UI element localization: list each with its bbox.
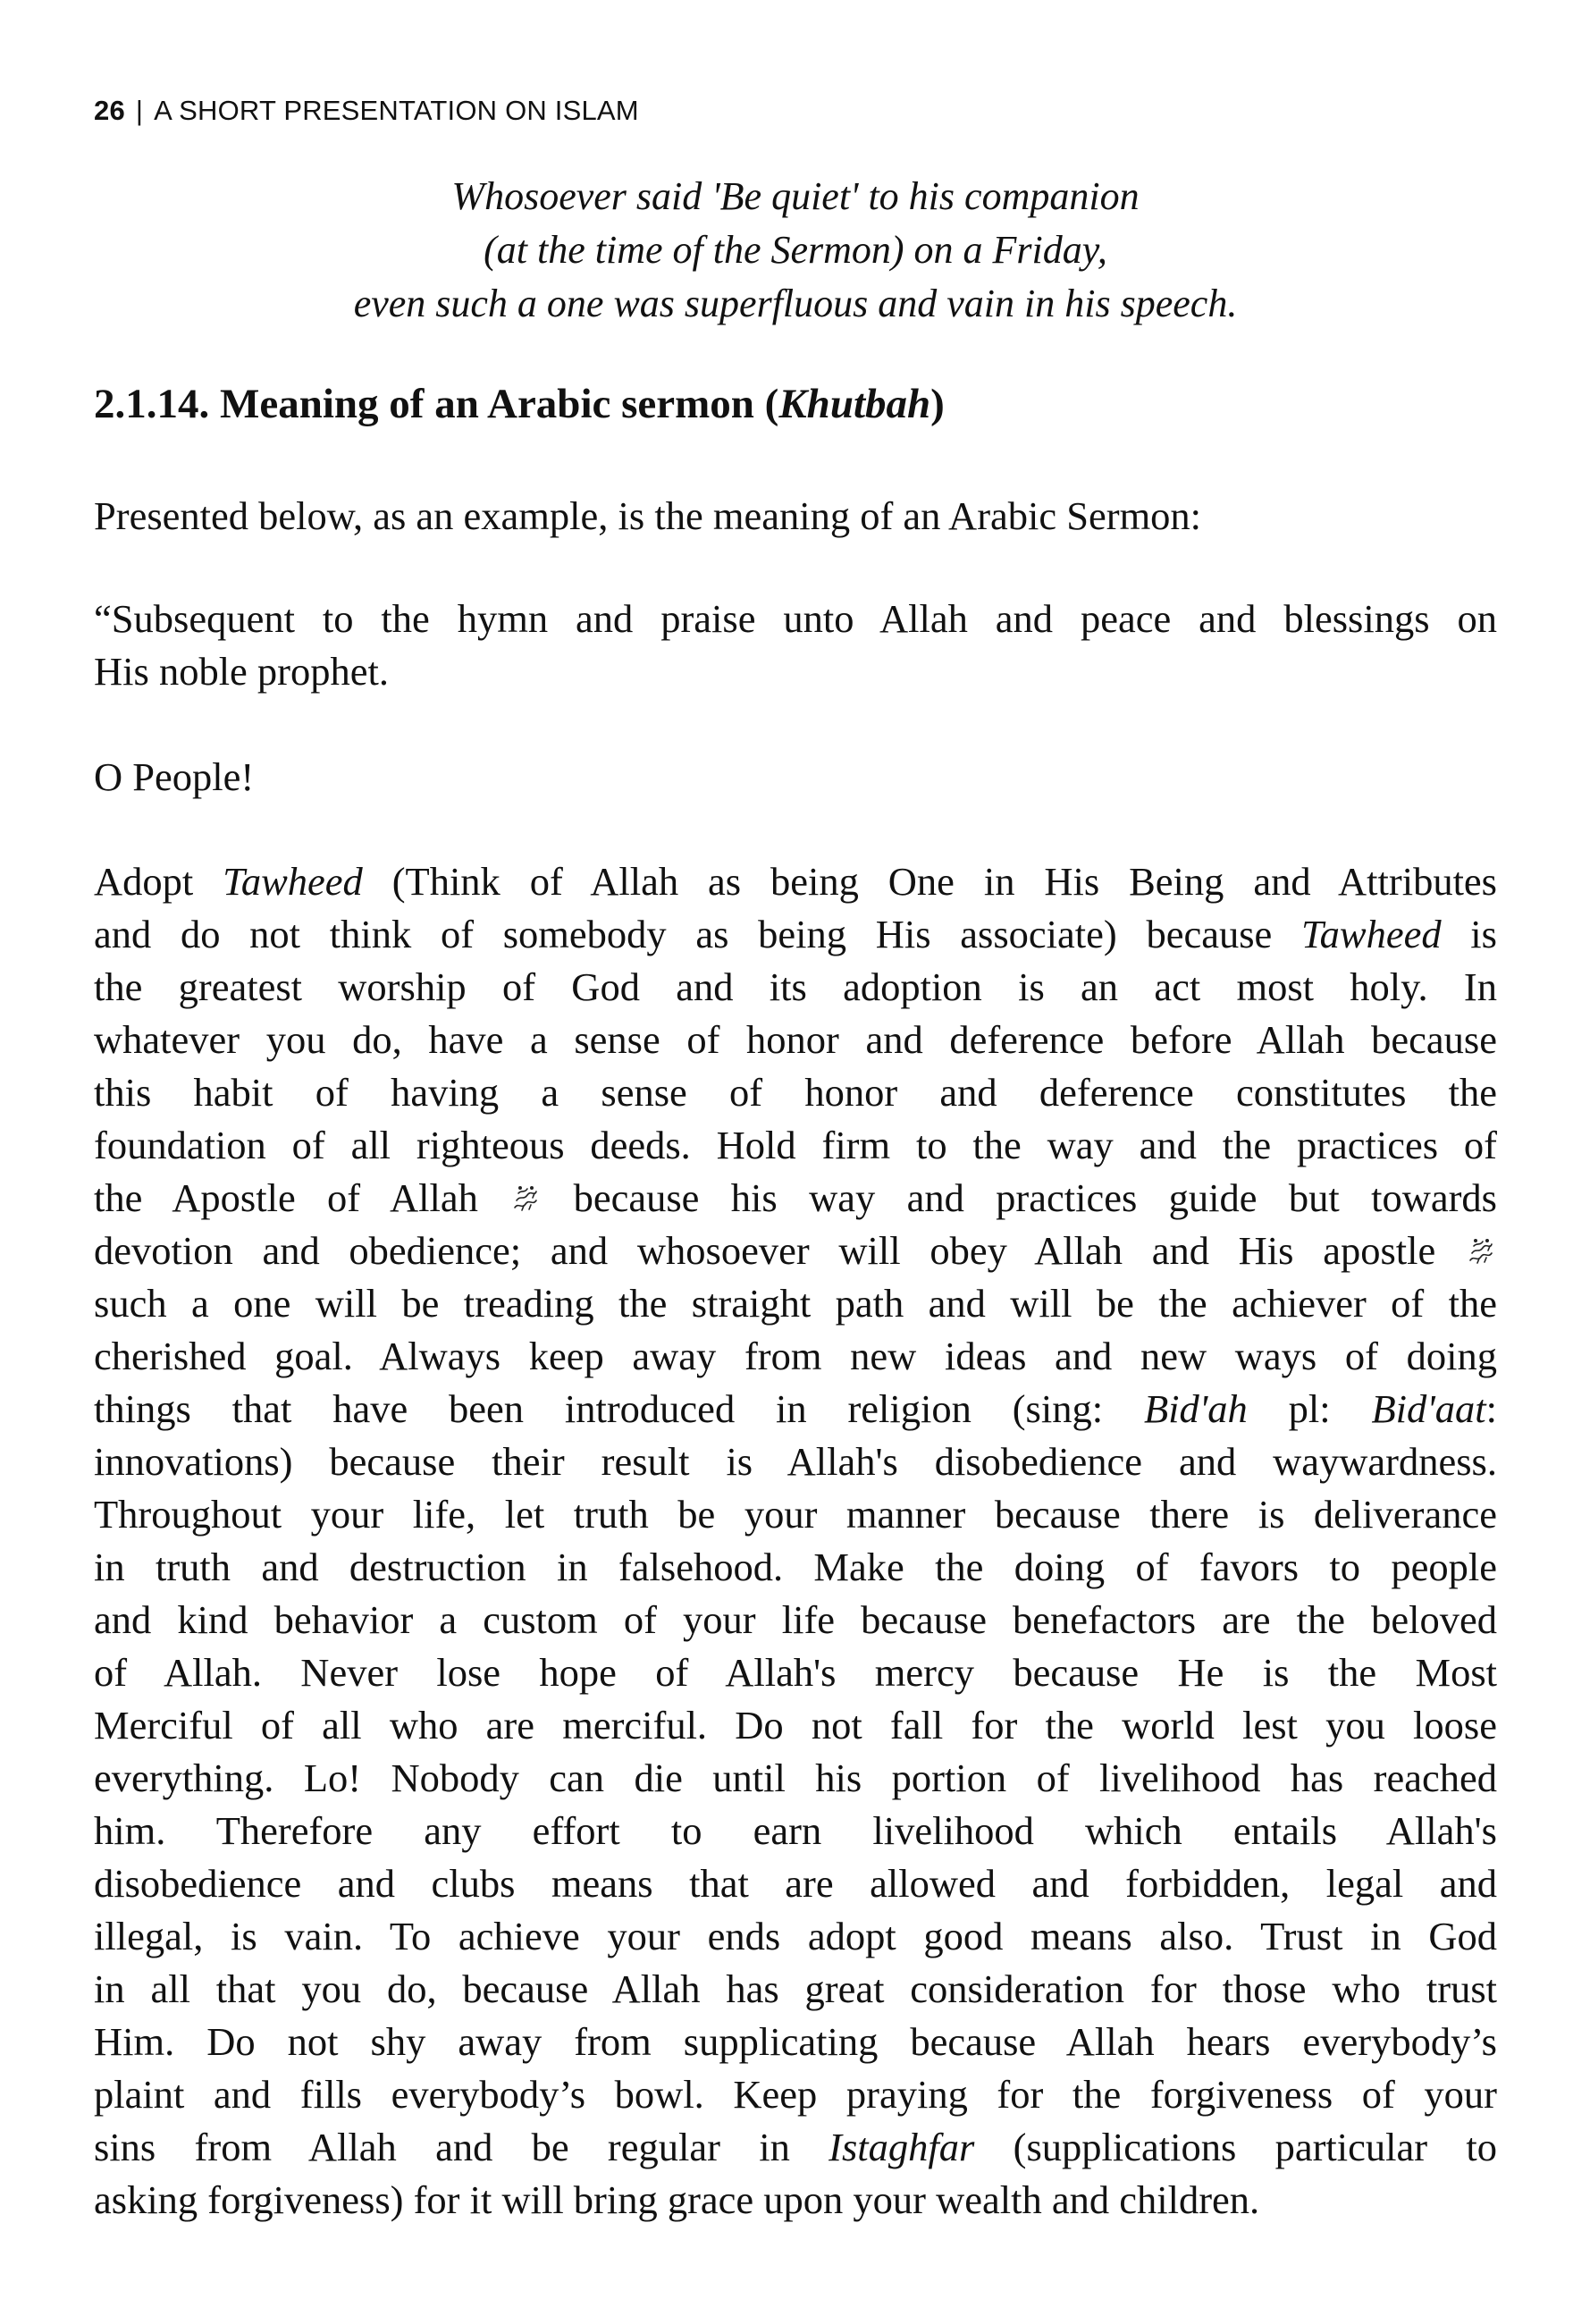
quote-line: even such a one was superfluous and vain in his speech. xyxy=(353,282,1238,325)
line-text: this habit of having a sense of honor and deference constitutes the xyxy=(94,1070,1497,1115)
line-text: Throughout your life, let truth be your manner because there is deliverance xyxy=(94,1492,1497,1537)
line-text: things that have been introduced in religion (sing: Bid'ah pl: Bid'aat: xyxy=(94,1386,1498,1431)
section-number: 2.1.14. xyxy=(94,381,210,427)
line-text: everything. Lo! Nobody can die until his portion of livelihood has reached xyxy=(94,1756,1497,1800)
italic-term: Tawheed xyxy=(223,859,363,904)
paragraph-line xyxy=(94,593,1497,645)
address-paragraph: O People! xyxy=(94,754,255,799)
paragraph-line xyxy=(94,1646,1497,1699)
line-text: in truth and destruction in falsehood. Make the doing of favors to people xyxy=(94,1545,1497,1589)
paragraph-line xyxy=(94,2174,1497,2227)
line-text: the greatest worship of God and its adoption is an act most holy. In xyxy=(94,964,1497,1009)
section-title-close: ) xyxy=(930,381,945,427)
paragraph-line xyxy=(94,1277,1497,1330)
paragraph-line xyxy=(94,2121,1497,2174)
line-text: Him. Do not shy away from supplicating because Allah hears everybody’s xyxy=(94,2019,1497,2064)
line-text: and kind behavior a custom of your life because benefactors are the beloved xyxy=(94,1597,1497,1642)
paragraph-line xyxy=(94,1963,1497,2016)
line-text: the Apostle of Allah because his way and practices guide but towards xyxy=(94,1175,1497,1220)
paragraph-line xyxy=(94,645,1497,698)
opening-paragraph xyxy=(94,593,1497,698)
line-text: Merciful of all who are merciful. Do not fall for the world lest you loose xyxy=(94,1703,1497,1747)
line-text: devotion and obedience; and whosoever will obey Allah and His apostle xyxy=(94,1228,1497,1273)
sermon-paragraph xyxy=(94,855,1497,2227)
paragraph-line xyxy=(94,2068,1497,2121)
paragraph-line xyxy=(94,1225,1497,1277)
line-text: him. Therefore any effort to earn livelihood which entails Allah's xyxy=(94,1808,1497,1853)
line-text: in all that you do, because Allah has great consideration for those who trust xyxy=(94,1966,1497,2011)
paragraph-line xyxy=(94,1436,1497,1488)
line-text: disobedience and clubs means that are allowed and forbidden, legal and xyxy=(94,1861,1497,1906)
paragraph-line xyxy=(94,961,1497,1014)
paragraph-line xyxy=(94,1119,1497,1172)
paragraph-line xyxy=(94,1857,1497,1910)
running-header xyxy=(94,95,639,127)
line-text: foundation of all righteous deeds. Hold firm to the way and the practices of xyxy=(94,1123,1497,1167)
paragraph-line xyxy=(94,1594,1497,1646)
hadith-quote xyxy=(94,170,1497,331)
line-text: Adopt Tawheed (Think of Allah as being One in His Being and Attributes xyxy=(94,859,1498,904)
paragraph-line xyxy=(94,1752,1497,1805)
line-text: sins from Allah and be regular in Istaghfar (supplications particular to xyxy=(94,2125,1497,2169)
paragraph-line xyxy=(94,1541,1497,1594)
section-heading xyxy=(94,380,945,428)
paragraph-line xyxy=(94,1699,1497,1752)
quote-line: (at the time of the Sermon) on a Friday, xyxy=(484,228,1107,272)
running-title: A SHORT PRESENTATION ON ISLAM xyxy=(154,95,639,126)
pbuh-calligraphy-icon xyxy=(509,1175,542,1208)
pbuh-calligraphy-icon xyxy=(1465,1228,1497,1260)
line-text: “Subsequent to the hymn and praise unto Allah and peace and blessings on xyxy=(94,596,1497,641)
italic-term: Bid'ah xyxy=(1143,1386,1248,1431)
paragraph-line xyxy=(94,2016,1497,2068)
section-title: Meaning of an Arabic sermon ( xyxy=(220,381,779,427)
quote-line: Whosoever said 'Be quiet' to his companion xyxy=(451,174,1140,218)
page-number: 26 xyxy=(94,95,125,126)
paragraph-line xyxy=(94,1330,1497,1383)
header-separator: | xyxy=(135,95,144,126)
line-text: and do not think of somebody as being His associate) because Tawheed is xyxy=(94,912,1497,956)
paragraph-line xyxy=(94,908,1497,961)
line-text: such a one will be treading the straight path and will be the achiever of the xyxy=(94,1281,1497,1326)
line-text: plaint and fills everybody’s bowl. Keep praying for the forgiveness of your xyxy=(94,2072,1497,2117)
paragraph-line xyxy=(94,1014,1497,1066)
line-text: asking forgiveness) for it will bring grace upon your wealth and children. xyxy=(94,2177,1260,2222)
paragraph-line xyxy=(94,1910,1497,1963)
italic-term: Bid'aat xyxy=(1371,1386,1486,1431)
paragraph-line xyxy=(94,1172,1497,1225)
line-text: illegal, is vain. To achieve your ends adopt good means also. Trust in God xyxy=(94,1914,1497,1958)
line-text: His noble prophet. xyxy=(94,649,389,694)
line-text: cherished goal. Always keep away from new ideas and new ways of doing xyxy=(94,1334,1497,1378)
intro-paragraph: Presented below, as an example, is the meaning of an Arabic Sermon: xyxy=(94,493,1202,538)
italic-term: Istaghfar xyxy=(829,2125,975,2169)
paragraph-line xyxy=(94,855,1497,908)
paragraph-line xyxy=(94,1383,1497,1436)
line-text: whatever you do, have a sense of honor and deference before Allah because xyxy=(94,1017,1497,1062)
section-title-italic: Khutbah xyxy=(778,381,931,427)
line-text: of Allah. Never lose hope of Allah's mercy because He is the Most xyxy=(94,1650,1497,1695)
italic-term: Tawheed xyxy=(1300,912,1442,956)
line-text: innovations) because their result is Allah's disobedience and waywardness. xyxy=(94,1439,1497,1484)
paragraph-line xyxy=(94,1488,1497,1541)
paragraph-line xyxy=(94,1805,1497,1857)
paragraph-line xyxy=(94,1066,1497,1119)
